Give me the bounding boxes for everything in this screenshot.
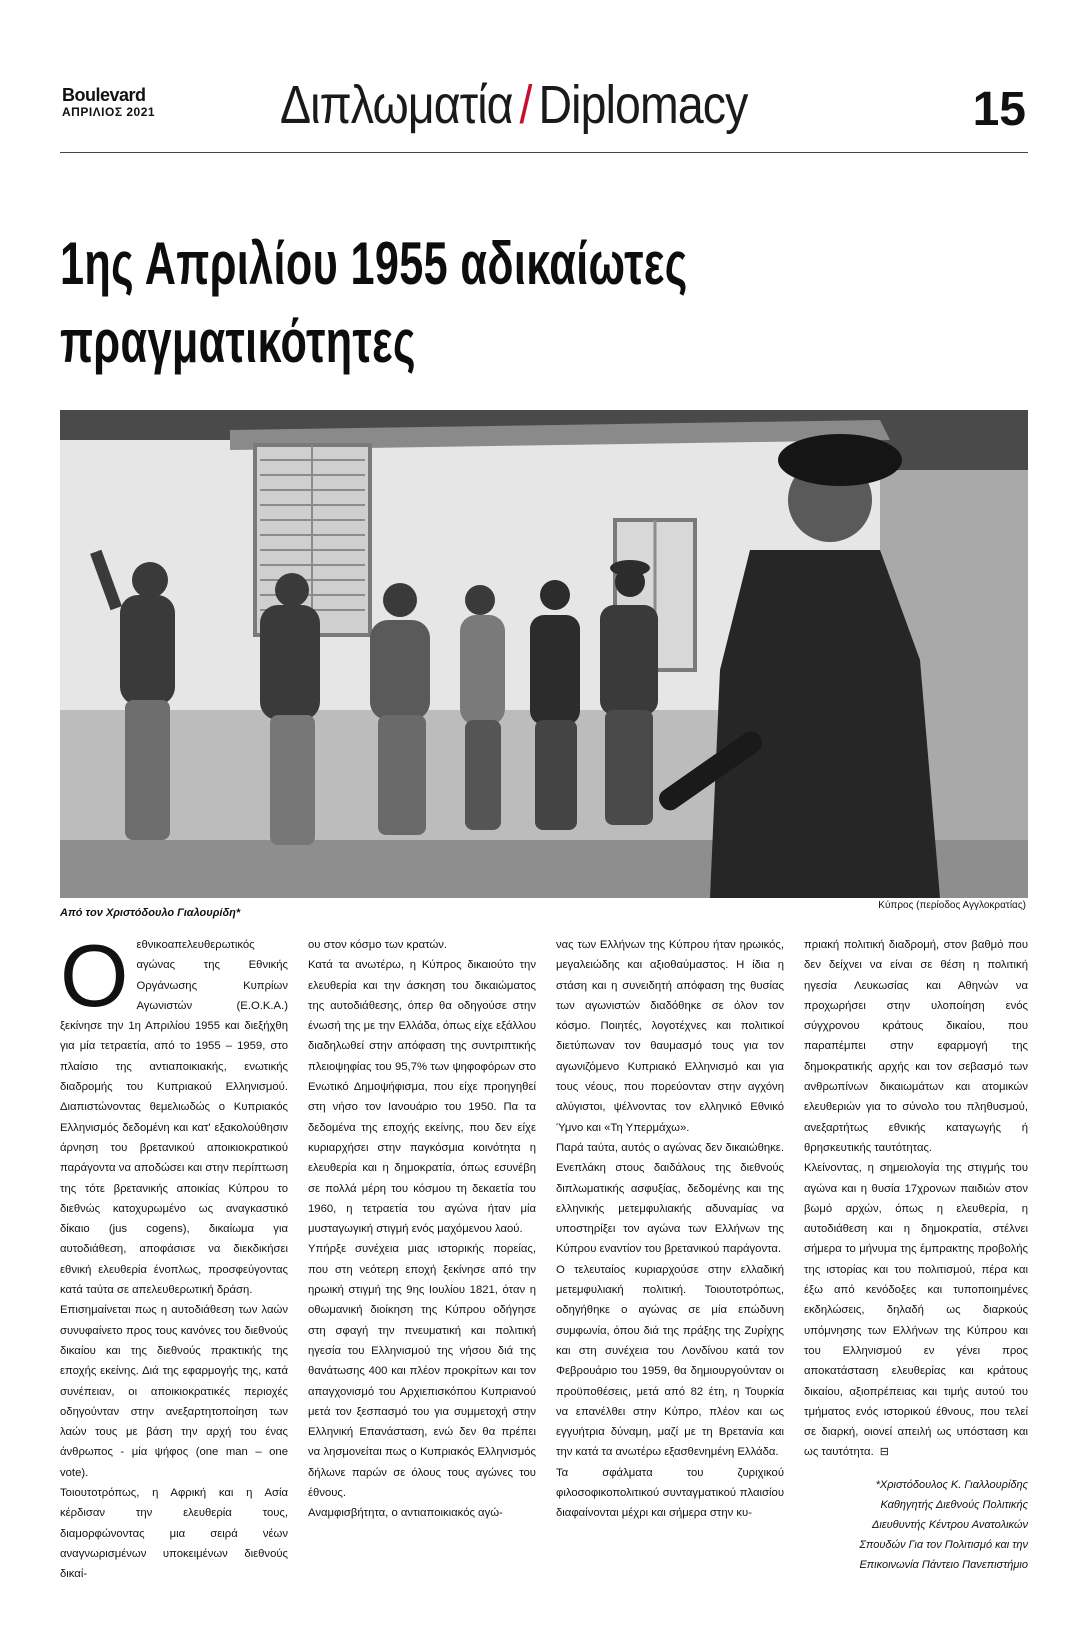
author-note-line: Σπουδών Για τον Πολιτισμό και την	[859, 1538, 1028, 1551]
paragraph: Υπήρξε συνέχεια μιας ιστορικής πορείας, που στη νεότερη εποχή ξεκίνησε από την ηρωική στιγμή της 9ης Ιουλίου 1821, όταν η οθωμανική διοίκηση της Κύπρου οδήγησε στη σφαγή την πνευματική και πολιτική ηγεσία του Ελληνισμού της νήσου διά της θανάτωσης 400 και πλέον προκρίτων και τον απαγχονισμό του Αρχιεπισκόπου Κυπριανού μετά τον ξεσπασμό του για συμμετοχή στην Ελληνική Επανάσταση, ενώ δεν θα πρέπει να λησμονείται πως ο Κυπριακός Ελληνισμός δήλωνε παρών σε όλους τους αγώνες του έθνους.	[308, 1243, 536, 1500]
issue-date: ΑΠΡΙΛΙΟΣ 2021	[62, 105, 156, 119]
header-divider	[60, 152, 1028, 153]
paragraph: Αναμφισβήτητα, ο αντιαποικιακός αγώ-	[308, 1507, 503, 1520]
article-column-4	[804, 935, 1028, 1585]
page-number: 15	[972, 83, 1026, 136]
section-title-greek: Διπλωματία	[280, 75, 513, 135]
paragraph: Τα σφάλματα του ζυριχικού φιλοσοφικοπολιτικού συνταγματικού πλαισίου διαφαίνονται μέχρι και σήμερα στην κυ-	[556, 1466, 784, 1520]
section-slash: /	[519, 75, 532, 135]
author-note-line: Καθηγητής Διεθνούς Πολιτικής	[880, 1498, 1028, 1511]
paragraph: νας των Ελλήνων της Κύπρου ήταν ηρωικός, μεγαλειώδης και αξιοθαύμαστος. Η ίδια η στάση και η συνειδητή απόφαση της θυσίας των αγωνιστών διαδόθηκε σε όλον τον κόσμο. Ποιητές, λογοτέχνες και πολιτικοί διετύπωναν τον θαυμασμό τους για τον αγωνιζόμενο Κυπριακό Ελληνισμό και για τους νέους, που πορεύονταν στην αγχόνη αλύγιστοι, ψέλνοντας τον ελληνικό Εθνικό Ύμνο και «Τη Υπερμάχω».	[556, 939, 784, 1134]
paragraph: Τοιουτοτρόπως, η Αφρική και η Ασία κέρδισαν την ελευθερία τους, διαμορφώνοντας μια σειρά νέων αναγνωρισμένων υποκειμένων διεθνούς δικαί-	[60, 1487, 288, 1581]
paragraph: ου στον κόσμο των κρατών.	[308, 939, 448, 951]
photo-illustration	[60, 410, 1028, 898]
paragraph: εθνικοαπελευθερωτικός αγώνας της Εθνικής Οργάνωσης Κυπρίων Αγωνιστών (Ε.Ο.Κ.Α.) ξεκίνησε την 1η Απριλίου 1955 και διεξήχθη για μία τετραετία, από το 1955 – 1959, στο πλαίσιο της αντιαποικιακής, ενωτικής διαδρομής του Κυπριακού Ελληνισμού. Διαπιστώνοντας θεμελιωδώς ο Κυπριακός Ελληνισμός δεδομένη και κατ' εξακολούθησιν άρνηση του βρετανικού αποικιοκρατικού παράγοντα να αποδώσει και στην περίπτωση της τότε βρετανικής αποικίας Κύπρου το διεθνώς κατοχυρωμένο ως αναγκαστικό δίκαιο (jus cogens), δικαίωμα για αυτοδιάθεση, αποφάσισε να διεκδικήσει εθνική ελευθερία ένοπλως, προσφεύγοντας κατά ταύτα σε απελευθερωτική δράση.	[60, 939, 288, 1297]
article-byline: Από τον Χριστόδουλο Γιαλουρίδη*	[60, 907, 241, 919]
brand-name: Boulevard	[62, 85, 146, 105]
paragraph-text: Κλείνοντας, η σημειολογία της στιγμής του αγώνα και η θυσία 17χρονων παιδιών στον βωμό αρχών, όπως η ελευθερία, η αυτοδιάθεση και η δημοκρατία, στέλνει σήμερα το μήνυμα της έμπρακτης προβολής της ιστορίας και του πολιτισμού, πέρα και έξω από κενόδοξες και τυποποιημένες εκδηλώσεις, δηλαδή ως διαρκούς υπόμνησης των Ελλήνων της Κύπρου και του Ελληνισμού εν γένει προς αποκατάσταση ελευθερίας και κράτους δικαίου, αξιοπρέπειας και τιμής αυτού του τμήματος ενός ιστορικού έθνους, που τελεί σε διαρκή, οιονεί απειλή ως υπόσταση και ως ταυτότητα.	[804, 1162, 1028, 1459]
photo-caption: Κύπρος (περίοδος Αγγλοκρατίας)	[878, 900, 1026, 911]
author-note-line: Επικοινωνία Πάντειο Πανεπιστήμιο	[859, 1558, 1028, 1571]
article-headline: 1ης Απριλίου 1955 αδικαίωτες πραγματικότητες	[60, 230, 688, 375]
paragraph	[804, 1158, 1028, 1462]
article-photo	[60, 410, 1028, 898]
article-column-2	[308, 935, 536, 1585]
paragraph: πριακή πολιτική διαδρομή, στον βαθμό που δεν δείχνει να είναι σε θέση η πολιτική ηγεσία Λευκωσίας και Αθηνών να προχωρήσει στην υλοποίηση ενός σύγχρονου κράτους δικαίου, που παραπέμπει στην εφαρμογή της δημοκρατικής αρχής και τον σεβασμό των ανθρωπίνων δικαιωμάτων και ατομικών ελευθεριών για το σύνολο του πληθυσμού, ανεξαρτήτως εθνικής καταγωγής ή θρησκευτικής ταυτότητας.	[804, 939, 1028, 1154]
paragraph: Επισημαίνεται πως η αυτοδιάθεση των λαών συνυφαίνετο προς τους κανόνες του διεθνούς δικαίου και της διεθνούς πρακτικής της εποχής εκείνης. Διά της εφαρμογής της, κατά συνέπειαν, οι αποικιοκρατικές περιοχές οδηγούνταν στην ανεξαρτητοποίηση των λαών τους με βάση την αρχή του ένας άνθρωπος - μία ψήφος (one man – one vote).	[60, 1304, 288, 1479]
article-column-1	[60, 935, 288, 1585]
section-title	[280, 74, 762, 136]
paragraph: Παρά ταύτα, αυτός ο αγώνας δεν δικαιώθηκε. Ενεπλάκη στους δαιδάλους της διεθνούς διπλωματικής ασφυξίας, δεδομένης και της ελληνικής μετεμφυλιακής αδυναμίας να υποστηρίξει τον αγώνα των Ελλήνων της Κύπρου εναντίον του βρετανικού παράγοντα.	[556, 1141, 784, 1256]
author-note-line: Διευθυντής Κέντρου Ανατολικών	[871, 1518, 1028, 1531]
end-mark-icon: ⊟	[879, 1446, 889, 1459]
author-note	[804, 1475, 1028, 1575]
section-title-english: Diplomacy	[538, 75, 748, 135]
article-column-3	[556, 935, 784, 1585]
article-body	[60, 935, 1028, 1585]
drop-cap: Ο	[60, 935, 129, 1025]
author-note-line: *Χριστόδουλος Κ. Γιαλλουρίδης	[875, 1478, 1028, 1491]
masthead	[62, 86, 155, 120]
paragraph: Κατά τα ανωτέρω, η Κύπρος δικαιούτο την ελευθερία και την άσκηση του δικαιώματος της αυτοδιάθεσης, όπερ θα οδηγούσε στην ένωσή της με την Ελλάδα, όπως είχε εξάλλου διαδηλωθεί στην απόφαση της συντριπτικής πλειοψηφίας του 95,7% των ψηφοφόρων στο Ενωτικό Δημοψήφισμα, που είχε προηγηθεί στη νήσο τον Ιανουάριο του 1950. Πα τα δεδομένα της εποχής εκείνης, που δεν είχε κυριαρχήσει στην παγκόσμια κοινότητα η ελευθερία και η δημοκρατία, όπως εσυνέβη σε πολλά μέρη του κόσμου τη δεκαετία του 1960, η τετραετία του αγώνα ήταν μία μυσταγωγική στιγμή ενός μαχόμενου λαού.	[308, 959, 536, 1236]
paragraph: Ο τελευταίος κυριαρχούσε στην ελλαδική μετεμφυλιακή πολιτική. Τοιουτοτρόπως, οδηγήθηκε ο αγώνας σε μία επώδυνη συμφωνία, όπου διά της πράξης της Ζυρίχης και στη συνέχεια του Λονδίνου κατά τον Φεβρουάριο του 1959, θα δημιουργούνταν οι προϋποθέσεις, μετά από 82 έτη, η Τουρκία να επανέλθει στην Κύπρο, πλέον και ως εγγυήτρια δύναμη, μαζί με τη Βρετανία και την κατά τα ανωτέρω εξασθενημένη Ελλάδα.	[556, 1263, 784, 1459]
